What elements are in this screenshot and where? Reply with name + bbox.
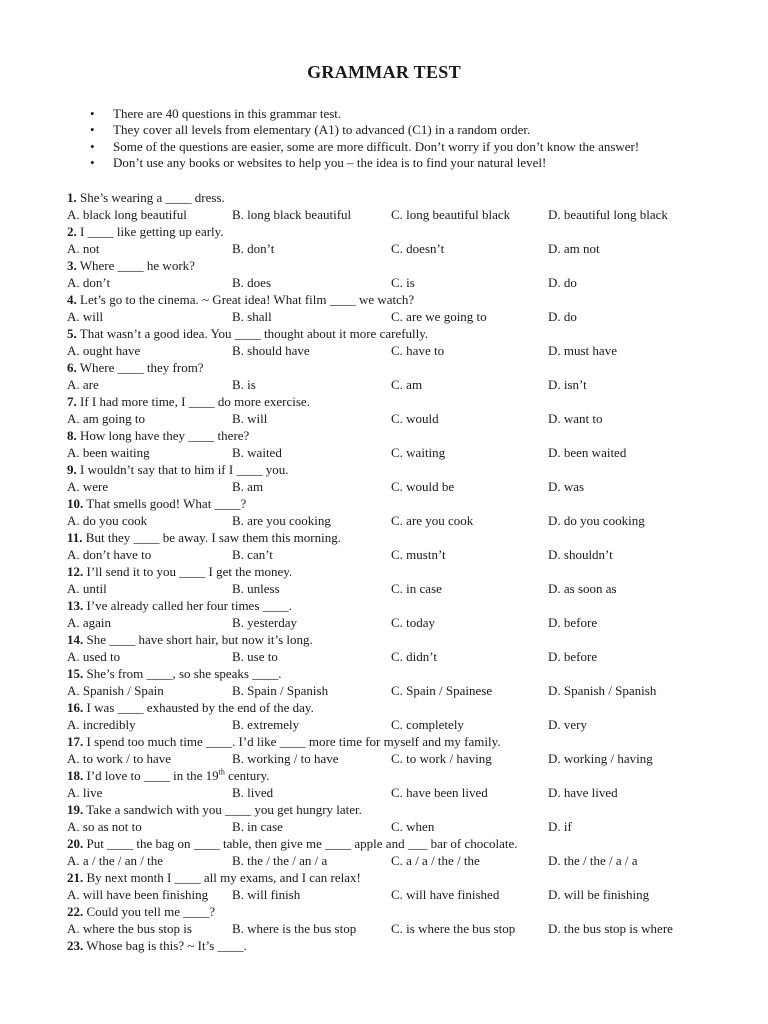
question-text: Put ____ the bag on ____ table, then give me ____ apple and ___ bar of chocolate. (86, 836, 518, 851)
question-15 (67, 665, 707, 699)
option-c: C. Spain / Spainese (391, 683, 493, 698)
option-c: C. would be (391, 479, 455, 494)
answer-options (67, 920, 707, 937)
option-a: A. where the bus stop is (67, 921, 192, 936)
question-text: I ____ like getting up early. (80, 224, 224, 239)
answer-options (67, 444, 707, 461)
option-d: D. isn’t (548, 377, 587, 392)
instructions-list (90, 106, 639, 171)
question-text: Could you tell me ____? (86, 904, 216, 919)
question-number: 16. (67, 700, 84, 715)
question-stem (67, 903, 707, 920)
question-6 (67, 359, 707, 393)
question-number: 21. (67, 870, 84, 885)
question-number: 6. (67, 360, 77, 375)
question-stem (67, 427, 707, 444)
question-20 (67, 835, 707, 869)
option-a: A. not (67, 241, 100, 256)
question-stem (67, 223, 707, 240)
instruction-item: • Don’t use any books or websites to help you – the idea is to find your natural level! (90, 155, 639, 171)
option-a: A. so as not to (67, 819, 142, 834)
option-d: D. do (548, 309, 577, 324)
option-a: A. are (67, 377, 99, 392)
answer-options (67, 274, 707, 291)
question-8 (67, 427, 707, 461)
option-c: C. to work / having (391, 751, 492, 766)
option-b: B. extremely (232, 717, 300, 732)
option-c: C. waiting (391, 445, 446, 460)
option-a: A. incredibly (67, 717, 136, 732)
question-stem (67, 189, 707, 206)
question-text: Where ____ they from? (79, 360, 204, 375)
option-b: B. long black beautiful (232, 207, 352, 222)
answer-options (67, 376, 707, 393)
question-text: That wasn’t a good idea. You ____ thought about it more carefully. (79, 326, 429, 341)
instruction-item: • There are 40 questions in this grammar test. (90, 106, 639, 122)
question-10 (67, 495, 707, 529)
question-stem (67, 835, 707, 852)
question-number: 22. (67, 904, 84, 919)
option-a: A. don’t (67, 275, 111, 290)
question-3 (67, 257, 707, 291)
question-14 (67, 631, 707, 665)
option-d: D. will be finishing (548, 887, 650, 902)
option-d: D. shouldn’t (548, 547, 613, 562)
option-b: B. does (232, 275, 271, 290)
question-stem (67, 359, 707, 376)
question-stem (67, 869, 707, 886)
option-c: C. will have finished (391, 887, 500, 902)
answer-options (67, 784, 707, 801)
answer-options (67, 478, 707, 495)
questions-list (67, 189, 707, 954)
option-d: D. do (548, 275, 577, 290)
option-d: D. the / the / a / a (548, 853, 638, 868)
answer-options (67, 818, 707, 835)
option-a: A. to work / to have (67, 751, 171, 766)
question-stem (67, 699, 707, 716)
option-b: B. lived (232, 785, 274, 800)
option-b: B. will finish (232, 887, 301, 902)
question-text: I spend too much time ____. I’d like ____ more time for myself and my family. (86, 734, 501, 749)
question-text: I was ____ exhausted by the end of the day. (86, 700, 314, 715)
answer-options (67, 240, 707, 257)
question-number: 20. (67, 836, 84, 851)
option-a: A. live (67, 785, 103, 800)
question-12 (67, 563, 707, 597)
option-a: A. do you cook (67, 513, 148, 528)
question-text-end: century. (224, 768, 270, 783)
question-21 (67, 869, 707, 903)
option-b: B. shall (232, 309, 272, 324)
question-22 (67, 903, 707, 937)
option-a: A. were (67, 479, 109, 494)
option-c: C. a / a / the / the (391, 853, 480, 868)
question-19 (67, 801, 707, 835)
answer-options (67, 716, 707, 733)
option-a: A. ought have (67, 343, 141, 358)
option-d: D. was (548, 479, 585, 494)
question-number: 13. (67, 598, 84, 613)
option-d: D. the bus stop is where (548, 921, 673, 936)
option-a: A. don’t have to (67, 547, 152, 562)
question-number: 9. (67, 462, 77, 477)
answer-options (67, 410, 707, 427)
option-c: C. completely (391, 717, 464, 732)
question-1 (67, 189, 707, 223)
option-c: C. are we going to (391, 309, 487, 324)
answer-options (67, 682, 707, 699)
option-a: A. black long beautiful (67, 207, 187, 222)
option-c: C. when (391, 819, 435, 834)
question-text: Let’s go to the cinema. ~ Great idea! What film ____ we watch? (80, 292, 415, 307)
question-stem (67, 495, 707, 512)
question-stem (67, 631, 707, 648)
option-b: B. unless (232, 581, 280, 596)
option-d: D. do you cooking (548, 513, 645, 528)
option-b: B. use to (232, 649, 278, 664)
question-text: I’ll send it to you ____ I get the money. (86, 564, 293, 579)
answer-options (67, 546, 707, 563)
question-text: She’s from ____, so she speaks ____. (86, 666, 282, 681)
question-number: 19. (67, 802, 84, 817)
option-b: B. am (232, 479, 264, 494)
option-a: A. Spanish / Spain (67, 683, 164, 698)
question-text: Take a sandwich with you ____ you get hungry later. (86, 802, 362, 817)
page-title: GRAMMAR TEST (307, 62, 461, 82)
option-c: C. didn’t (391, 649, 437, 664)
question-number: 15. (67, 666, 84, 681)
question-number: 18. (67, 768, 84, 783)
option-b: B. the / the / an / a (232, 853, 328, 868)
question-stem (67, 597, 707, 614)
question-number: 4. (67, 292, 77, 307)
option-b: B. are you cooking (232, 513, 331, 528)
option-b: B. Spain / Spanish (232, 683, 329, 698)
question-text: I’ve already called her four times ____. (86, 598, 292, 613)
question-stem (67, 257, 707, 274)
option-d: D. been waited (548, 445, 627, 460)
question-number: 17. (67, 734, 84, 749)
question-5 (67, 325, 707, 359)
question-text: If I had more time, I ____ do more exercise. (80, 394, 310, 409)
question-text: She ____ have short hair, but now it’s long. (86, 632, 313, 647)
option-a: A. again (67, 615, 112, 630)
question-stem (67, 937, 707, 954)
option-a: A. will have been finishing (67, 887, 209, 902)
ordinal-suffix: th (218, 767, 225, 777)
option-d: D. must have (548, 343, 617, 358)
question-2 (67, 223, 707, 257)
question-text: Whose bag is this? ~ It’s ____. (86, 938, 247, 953)
answer-options (67, 852, 707, 869)
option-d: D. beautiful long black (548, 207, 668, 222)
instruction-item: • They cover all levels from elementary (A1) to advanced (C1) in a random order. (90, 122, 639, 138)
question-stem (67, 733, 707, 750)
answer-options (67, 206, 707, 223)
question-text: How long have they ____ there? (80, 428, 250, 443)
question-stem (67, 767, 707, 784)
option-b: B. is (232, 377, 256, 392)
question-stem (67, 801, 707, 818)
question-text: That smells good! What ____? (86, 496, 247, 511)
question-number: 23. (67, 938, 84, 953)
option-c: C. would (391, 411, 439, 426)
question-number: 1. (67, 190, 77, 205)
question-stem (67, 461, 707, 478)
option-b: B. waited (232, 445, 282, 460)
question-stem (67, 325, 707, 342)
option-a: A. used to (67, 649, 121, 664)
option-d: D. very (548, 717, 587, 732)
option-b: B. should have (232, 343, 310, 358)
question-18 (67, 767, 707, 801)
answer-options (67, 580, 707, 597)
option-b: B. can’t (232, 547, 273, 562)
option-b: B. working / to have (232, 751, 339, 766)
option-d: D. Spanish / Spanish (548, 683, 657, 698)
question-stem (67, 291, 707, 308)
option-c: C. are you cook (391, 513, 474, 528)
question-9 (67, 461, 707, 495)
question-text: But they ____ be away. I saw them this morning. (85, 530, 341, 545)
option-b: B. will (232, 411, 268, 426)
question-number: 2. (67, 224, 77, 239)
option-d: D. am not (548, 241, 600, 256)
option-d: D. want to (548, 411, 603, 426)
question-stem (67, 563, 707, 580)
question-stem (67, 393, 707, 410)
option-b: B. in case (232, 819, 283, 834)
question-23 (67, 937, 707, 954)
question-text: By next month I ____ all my exams, and I can relax! (86, 870, 361, 885)
answer-options (67, 512, 707, 529)
question-number: 11. (67, 530, 83, 545)
option-c: C. have to (391, 343, 445, 358)
question-16 (67, 699, 707, 733)
question-13 (67, 597, 707, 631)
question-text: I’d love to ____ in the 19 (86, 768, 219, 783)
question-number: 12. (67, 564, 84, 579)
option-c: C. in case (391, 581, 442, 596)
question-number: 10. (67, 496, 84, 511)
question-stem (67, 665, 707, 682)
question-17 (67, 733, 707, 767)
question-stem (67, 529, 707, 546)
answer-options (67, 308, 707, 325)
option-d: D. before (548, 615, 598, 630)
option-d: D. have lived (548, 785, 618, 800)
option-c: C. is where the bus stop (391, 921, 516, 936)
question-number: 8. (67, 428, 77, 443)
option-c: C. doesn’t (391, 241, 445, 256)
option-d: D. as soon as (548, 581, 617, 596)
option-c: C. am (391, 377, 423, 392)
option-a: A. am going to (67, 411, 145, 426)
answer-options (67, 648, 707, 665)
option-c: C. long beautiful black (391, 207, 511, 222)
option-b: B. where is the bus stop (232, 921, 357, 936)
answer-options (67, 750, 707, 767)
answer-options (67, 886, 707, 903)
question-number: 14. (67, 632, 84, 647)
question-11 (67, 529, 707, 563)
question-text: I wouldn’t say that to him if I ____ you. (80, 462, 289, 477)
option-b: B. don’t (232, 241, 275, 256)
question-number: 5. (67, 326, 77, 341)
answer-options (67, 342, 707, 359)
question-4 (67, 291, 707, 325)
answer-options (67, 614, 707, 631)
question-7 (67, 393, 707, 427)
option-d: D. working / having (548, 751, 653, 766)
option-a: A. been waiting (67, 445, 150, 460)
option-a: A. a / the / an / the (67, 853, 164, 868)
option-c: C. is (391, 275, 415, 290)
option-a: A. will (67, 309, 104, 324)
option-c: C. have been lived (391, 785, 488, 800)
question-text: She’s wearing a ____ dress. (80, 190, 225, 205)
question-number: 7. (67, 394, 77, 409)
option-c: C. today (391, 615, 436, 630)
option-a: A. until (67, 581, 107, 596)
option-d: D. before (548, 649, 598, 664)
option-d: D. if (548, 819, 572, 834)
question-text: Where ____ he work? (79, 258, 195, 273)
option-b: B. yesterday (232, 615, 297, 630)
option-c: C. mustn’t (391, 547, 446, 562)
question-number: 3. (67, 258, 77, 273)
instruction-item: • Some of the questions are easier, some are more difficult. Don’t worry if you don’t know the answer! (90, 139, 639, 155)
